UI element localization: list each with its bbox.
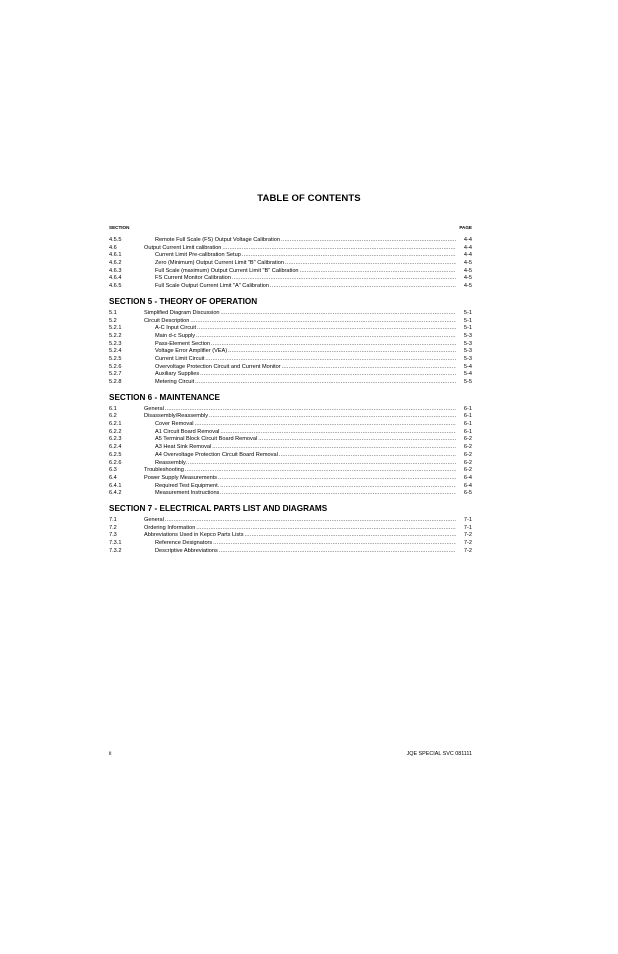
entry-title-wrap: [144, 483, 458, 491]
entry-number: 6.2: [109, 413, 117, 420]
entry-number: 7.3: [109, 532, 117, 539]
dot-leader: [222, 245, 456, 253]
entry-title: Cover Removal: [155, 421, 194, 428]
column-header-page: PAGE: [459, 225, 472, 230]
entry-page: 4-4: [463, 252, 472, 259]
dot-leader: [211, 341, 456, 349]
section-heading: SECTION 6 - MAINTENANCE: [109, 392, 220, 402]
dot-leader: [212, 444, 456, 452]
entry-page: 4-4: [463, 244, 472, 251]
dot-leader: [232, 275, 456, 283]
entry-title-wrap: [144, 318, 458, 326]
toc-entry[interactable]: [109, 483, 472, 491]
entry-number: 4.6.2: [109, 260, 122, 267]
dot-leader: [195, 379, 456, 387]
toc-section: [109, 504, 472, 555]
entry-title-wrap: [144, 348, 458, 356]
entry-title: Simplified Diagram Discussion: [144, 309, 220, 316]
entry-number: 6.2.4: [109, 444, 122, 451]
entry-title-wrap: [144, 260, 458, 268]
entry-title-wrap: [144, 548, 458, 556]
entry-page: 4-5: [463, 260, 472, 267]
toc-entry[interactable]: [109, 268, 472, 276]
entry-page: 5-3: [463, 355, 472, 362]
entry-title-wrap: [144, 379, 458, 387]
dot-leader: [165, 517, 456, 525]
toc-entry[interactable]: [109, 283, 472, 291]
entry-number: 5.2.3: [109, 340, 122, 347]
entry-title-wrap: [144, 452, 458, 460]
dot-leader: [188, 460, 456, 468]
dot-leader: [228, 348, 456, 356]
entry-number: 5.2.7: [109, 371, 122, 378]
toc-entry[interactable]: [109, 517, 472, 525]
entry-page: 5-4: [463, 363, 472, 370]
toc-entry[interactable]: [109, 310, 472, 318]
entry-number: 5.2: [109, 317, 117, 324]
toc-entry[interactable]: [109, 275, 472, 283]
entry-title: Reassembly.: [155, 459, 187, 466]
entry-title-wrap: [144, 421, 458, 429]
entry-title: A4 Overvoltage Protection Circuit Board Removal: [155, 451, 278, 458]
toc-section: [109, 237, 472, 291]
entry-number: 5.2.4: [109, 348, 122, 355]
entry-page: 6-2: [463, 436, 472, 443]
dot-leader: [200, 371, 456, 379]
entry-number: 4.5.5: [109, 237, 122, 243]
toc-entry[interactable]: [109, 475, 472, 483]
entry-number: 6.2.6: [109, 459, 122, 466]
entry-title-wrap: [144, 268, 458, 276]
entry-number: 4.6.5: [109, 283, 122, 290]
dot-leader: [213, 540, 456, 548]
toc-entry[interactable]: [109, 406, 472, 414]
dot-leader: [300, 268, 456, 276]
page-title: TABLE OF CONTENTS: [257, 193, 361, 204]
entry-title: Metering Circuit: [155, 379, 195, 385]
toc-entry[interactable]: [109, 333, 472, 341]
entry-number: 6.4: [109, 474, 117, 481]
entry-page: 6-4: [463, 482, 472, 489]
entry-title: A1 Circuit Board Removal: [155, 428, 220, 435]
toc-entry[interactable]: [109, 525, 472, 533]
toc-entry[interactable]: [109, 252, 472, 260]
dot-leader: [281, 237, 456, 245]
toc-section: [109, 297, 472, 387]
entry-title: Zero (Minimum) Output Current Limit "B" Calibration: [155, 260, 284, 267]
entry-title-wrap: [144, 310, 458, 318]
entry-number: 7.3.1: [109, 540, 122, 546]
entry-page: 6-1: [463, 421, 472, 428]
entry-title: Remote Full Scale (FS) Output Voltage Calibration: [155, 237, 280, 243]
toc-section: [109, 393, 472, 498]
column-header-section: SECTION: [109, 225, 130, 230]
entry-number: 7.1: [109, 516, 117, 523]
entry-number: 6.2.5: [109, 451, 122, 458]
entry-title-wrap: [144, 371, 458, 379]
entry-number: 7.2: [109, 524, 117, 531]
entry-title: Descriptive Abbreviations: [155, 547, 218, 554]
entry-page: 4-5: [463, 267, 472, 274]
toc-entry[interactable]: [109, 260, 472, 268]
entry-title: Overvoltage Protection Circuit and Current Monitor: [155, 363, 281, 370]
entry-number: 6.4.1: [109, 482, 122, 489]
entry-number: 7.3.2: [109, 547, 122, 554]
dot-leader: [218, 475, 456, 483]
entry-title: Voltage Error Amplifier (VEA): [155, 348, 228, 355]
entry-title-wrap: [144, 364, 458, 372]
toc-entry[interactable]: [109, 364, 472, 372]
toc-entry[interactable]: [109, 548, 472, 556]
entry-title-wrap: [144, 490, 458, 498]
entry-number: 5.2.5: [109, 355, 122, 362]
entry-title: A5 Terminal Block Circuit Board Removal: [155, 436, 258, 443]
entry-title: Required Test Equipment.: [155, 482, 220, 489]
entry-title: Measurement Instructions.: [155, 490, 221, 497]
dot-leader: [205, 356, 456, 364]
entry-title-wrap: [144, 532, 458, 540]
entry-title: A3 Heat Sink Removal: [155, 444, 212, 451]
entry-title-wrap: [144, 444, 458, 452]
entry-number: 6.3: [109, 467, 117, 474]
entry-title-wrap: [144, 517, 458, 525]
entry-page: 6-1: [463, 405, 472, 412]
dot-leader: [242, 252, 456, 260]
entry-page: 4-5: [463, 275, 472, 282]
entry-number: 4.6: [109, 244, 117, 251]
dot-leader: [195, 421, 456, 429]
entry-number: 5.2.2: [109, 332, 122, 339]
entry-page: 7-2: [463, 540, 472, 546]
entry-number: 5.2.6: [109, 363, 122, 370]
toc-entry[interactable]: [109, 325, 472, 333]
dot-leader: [185, 467, 456, 475]
toc-entry[interactable]: [109, 245, 472, 253]
entry-title: Reference Designators: [155, 540, 213, 546]
toc-entry[interactable]: [109, 490, 472, 498]
entry-number: 4.6.3: [109, 267, 122, 274]
entry-title: Current Limit Pre-calibration Setup: [155, 252, 241, 259]
toc-entry[interactable]: [109, 341, 472, 349]
entry-title-wrap: [144, 467, 458, 475]
entry-title-wrap: [144, 283, 458, 291]
entry-title: Disassembly/Reassembly: [144, 413, 209, 420]
entry-page: 6-2: [463, 467, 472, 474]
entry-title-wrap: [144, 406, 458, 414]
dot-leader: [285, 260, 456, 268]
entry-page: 4-4: [463, 237, 472, 243]
entry-page: 5-3: [463, 340, 472, 347]
toc-entry[interactable]: [109, 371, 472, 379]
dot-leader: [209, 413, 456, 421]
dot-leader: [282, 364, 456, 372]
entry-title: Current Limit Circuit: [155, 355, 205, 362]
toc-entry[interactable]: [109, 429, 472, 437]
entry-number: 6.1: [109, 405, 117, 412]
entry-page: 5-5: [463, 379, 472, 385]
toc-entry[interactable]: [109, 379, 472, 387]
footer-page-number: ii: [109, 751, 112, 757]
dot-leader: [270, 283, 456, 291]
entry-page: 7-1: [463, 524, 472, 531]
entry-page: 5-4: [463, 371, 472, 378]
toc-entry[interactable]: [109, 532, 472, 540]
entry-title-wrap: [144, 525, 458, 533]
entry-page: 5-3: [463, 348, 472, 355]
toc-entry[interactable]: [109, 444, 472, 452]
entry-page: 6-4: [463, 474, 472, 481]
dot-leader: [196, 525, 456, 533]
entry-title-wrap: [144, 237, 458, 245]
entry-page: 6-1: [463, 428, 472, 435]
entry-title: Abbreviations Used in Kepco Parts Lists: [144, 532, 244, 539]
entry-title-wrap: [144, 460, 458, 468]
dot-leader: [220, 483, 456, 491]
entry-page: 5-3: [463, 332, 472, 339]
toc-entry[interactable]: [109, 421, 472, 429]
toc-entry[interactable]: [109, 467, 472, 475]
entry-page: 6-1: [463, 413, 472, 420]
entry-title: Auxiliary Supplies: [155, 371, 200, 378]
toc-entry[interactable]: [109, 436, 472, 444]
entry-title: Ordering Information: [144, 524, 196, 531]
entry-number: 5.2.1: [109, 325, 122, 332]
entry-title-wrap: [144, 413, 458, 421]
entry-page: 6-2: [463, 459, 472, 466]
entry-title-wrap: [144, 252, 458, 260]
entry-title: Output Current Limit calibration: [144, 244, 222, 251]
entry-page: 7-2: [463, 547, 472, 554]
entry-number: 4.6.4: [109, 275, 122, 282]
dot-leader: [197, 325, 456, 333]
entry-title: Full Scale Output Current Limit "A" Calibration: [155, 283, 270, 290]
dot-leader: [219, 548, 456, 556]
entry-title: Main d-c Supply: [155, 332, 196, 339]
entry-number: 6.2.2: [109, 428, 122, 435]
entry-number: 6.2.3: [109, 436, 122, 443]
entry-number: 5.1: [109, 309, 117, 316]
dot-leader: [222, 490, 456, 498]
dot-leader: [258, 436, 456, 444]
entry-title-wrap: [144, 429, 458, 437]
toc-entry[interactable]: [109, 460, 472, 468]
toc-entry[interactable]: [109, 318, 472, 326]
entry-title: Power Supply Measurements: [144, 474, 218, 481]
entry-title: General: [144, 516, 164, 523]
entry-page: 5-1: [463, 325, 472, 332]
entry-page: 6-2: [463, 451, 472, 458]
entry-title-wrap: [144, 245, 458, 253]
entry-number: 4.6.1: [109, 252, 122, 259]
entry-page: 7-2: [463, 532, 472, 539]
footer-doc-id: JQE SPECIAL SVC 081111: [406, 751, 472, 757]
toc-entry[interactable]: [109, 348, 472, 356]
entry-title: A-C Input Circuit: [155, 325, 197, 332]
toc-entry[interactable]: [109, 356, 472, 364]
toc-entry[interactable]: [109, 237, 472, 245]
entry-page: 4-5: [463, 283, 472, 290]
entry-title-wrap: [144, 333, 458, 341]
entry-page: 7-1: [463, 516, 472, 523]
entry-title-wrap: [144, 436, 458, 444]
entry-page: 6-5: [463, 490, 472, 497]
entry-title-wrap: [144, 540, 458, 548]
dot-leader: [196, 333, 456, 341]
entry-title: FS Current Monitor Calibration: [155, 275, 231, 282]
entry-title: Pass-Element Section: [155, 340, 211, 347]
entry-title: Troubleshooting: [144, 467, 184, 474]
entry-number: 6.4.2: [109, 490, 122, 497]
entry-page: 5-1: [463, 317, 472, 324]
dot-leader: [190, 318, 456, 326]
dot-leader: [279, 452, 456, 460]
toc-list: [109, 237, 472, 555]
entry-title-wrap: [144, 325, 458, 333]
entry-title-wrap: [144, 475, 458, 483]
entry-title-wrap: [144, 341, 458, 349]
dot-leader: [221, 310, 456, 318]
entry-title-wrap: [144, 356, 458, 364]
dot-leader: [245, 532, 457, 540]
dot-leader: [220, 429, 456, 437]
dot-leader: [165, 406, 456, 414]
entry-title: General: [144, 405, 164, 412]
toc-entry[interactable]: [109, 413, 472, 421]
entry-title-wrap: [144, 275, 458, 283]
toc-entry[interactable]: [109, 540, 472, 548]
entry-number: 5.2.8: [109, 379, 122, 385]
section-heading: SECTION 5 - THEORY OF OPERATION: [109, 296, 258, 306]
entry-title: Full Scale (maximum) Output Current Limit "B" Calibration: [155, 267, 299, 274]
toc-entry[interactable]: [109, 452, 472, 460]
entry-title: Circuit Description: [144, 317, 190, 324]
section-heading: SECTION 7 - ELECTRICAL PARTS LIST AND DIAGRAMS: [109, 503, 328, 513]
entry-page: 5-1: [463, 309, 472, 316]
entry-number: 6.2.1: [109, 421, 122, 428]
entry-page: 6-2: [463, 444, 472, 451]
